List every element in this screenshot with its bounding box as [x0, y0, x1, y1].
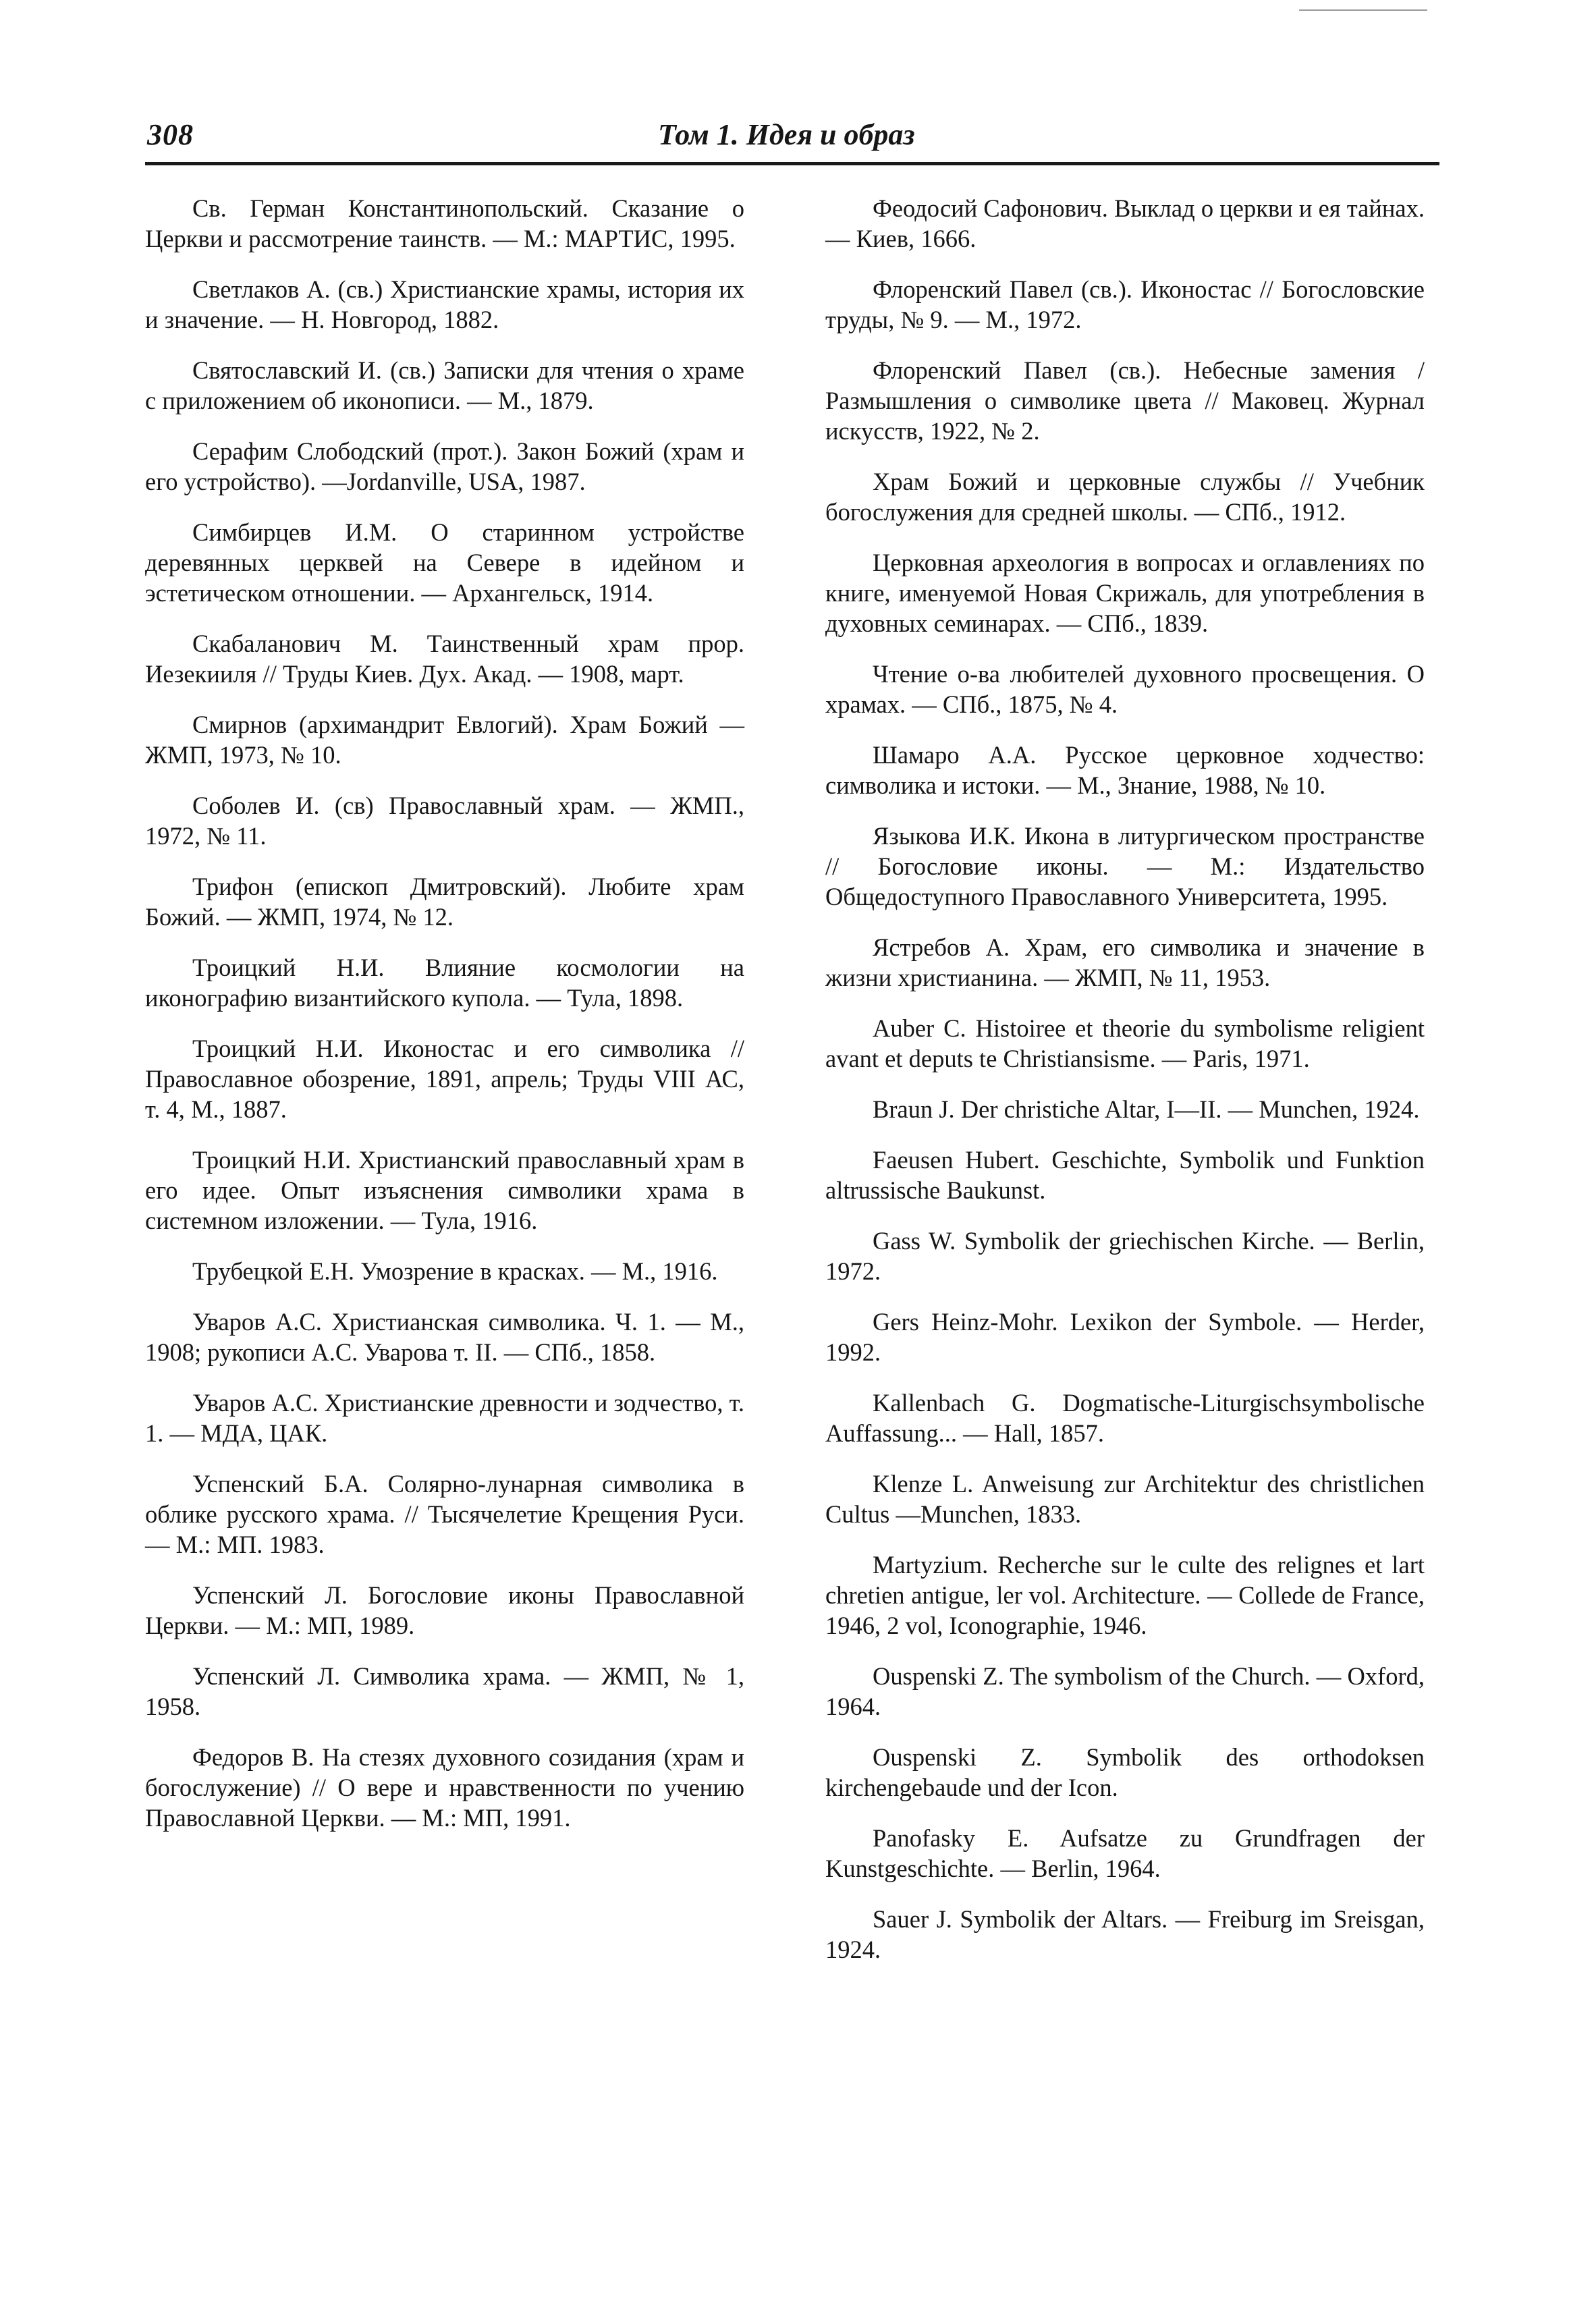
- running-title: Том 1. Идея и образ: [658, 118, 915, 151]
- bibliography-entry: Martyzium. Recherche sur le culte des relignes et lart chretien antigue, ler vol. Architecture. — Collede de France, 1946, 2 vol, Iconographie, 1946.: [825, 1551, 1425, 1639]
- bibliography-entry: Kallenbach G. Dogmatische-Liturgischsymbolische Auffassung... — Hall, 1857.: [825, 1389, 1425, 1447]
- bibliography-entry: Троицкий Н.И. Иконостас и его символика // Православное обозрение, 1891, апрель; Труды VIII АС, т. 4, М., 1887.: [145, 1035, 744, 1123]
- bibliography-entry: Auber C. Histoiree et theorie du symbolisme religient avant et deputs te Christiansisme. — Paris, 1971.: [825, 1014, 1425, 1072]
- bibliography-entry: Феодосий Сафонович. Выклад о церкви и ея тайнах. — Киев, 1666.: [825, 194, 1425, 252]
- bibliography-entry: Gass W. Symbolik der griechischen Kirche. — Berlin, 1972.: [825, 1227, 1425, 1285]
- bibliography-entry: Светлаков А. (св.) Христианские храмы, история их и значение. — Н. Новгород, 1882.: [145, 275, 744, 333]
- left-column: [145, 193, 744, 1853]
- bibliography-entry: Уваров А.С. Христианские древности и зодчество, т. 1. — МДА, ЦАК.: [145, 1389, 744, 1447]
- bibliography-entry: Faeusen Hubert. Geschichte, Symbolik und Funktion altrussische Baukunst.: [825, 1146, 1425, 1204]
- page-header: [145, 113, 1439, 165]
- bibliography-entry: Троицкий Н.И. Христианский православный храм в его идее. Опыт изъяснения символики храма в системном изложении. — Тула, 1916.: [145, 1146, 744, 1234]
- bibliography-entry: Успенский Б.А. Солярно-лунарная символика в облике русского храма. // Тысячелетие Крещения Руси. — М.: МП. 1983.: [145, 1470, 744, 1558]
- bibliography-entry: Троицкий Н.И. Влияние космологии на иконографию византийского купола. — Тула, 1898.: [145, 954, 744, 1012]
- bibliography-entry: Смирнов (архимандрит Евлогий). Храм Божий — ЖМП, 1973, № 10.: [145, 711, 744, 769]
- bibliography-entry: Св. Герман Константинопольский. Сказание о Церкви и рассмотрение таинств. — М.: МАРТИС, 1995.: [145, 194, 744, 252]
- bibliography-entry: Серафим Слободский (прот.). Закон Божий (храм и его устройство). —Jordanville, USA, 1987.: [145, 437, 744, 495]
- bibliography-entry: Успенский Л. Богословие иконы Православной Церкви. — М.: МП, 1989.: [145, 1581, 744, 1639]
- bibliography-entry: Klenze L. Anweisung zur Architektur des christlichen Cultus —Munchen, 1833.: [825, 1470, 1425, 1528]
- bibliography-entry: Федоров В. На стезях духовного созидания (храм и богослужение) // О вере и нравственности по учению Православной Церкви. — М.: МП, 1991.: [145, 1743, 744, 1832]
- bibliography-entry: Уваров А.С. Христианская символика. Ч. 1. — М., 1908; рукописи А.С. Уварова т. II. — СПб., 1858.: [145, 1308, 744, 1366]
- bibliography-entry: Флоренский Павел (св.). Небесные замения / Размышления о символике цвета // Маковец. Журнал искусств, 1922, № 2.: [825, 356, 1425, 445]
- bibliography-entry: Скабаланович М. Таинственный храм прор. Иезекииля // Труды Киев. Дух. Акад. — 1908, март.: [145, 630, 744, 688]
- bibliography-entry: Трубецкой Е.Н. Умозрение в красках. — М., 1916.: [192, 1257, 718, 1285]
- bibliography-entry: Panofasky E. Aufsatze zu Grundfragen der Kunstgeschichte. — Berlin, 1964.: [825, 1824, 1425, 1882]
- bibliography-entry: Святославский И. (св.) Записки для чтения о храме с приложением об иконописи. — М., 1879.: [145, 356, 744, 414]
- bibliography-entry: Ouspenski Z. Symbolik des orthodoksen kirchengebaude und der Icon.: [825, 1743, 1425, 1801]
- bibliography-entry: Шамаро А.А. Русское церковное ходчество: символика и истоки. — М., Знание, 1988, № 10.: [825, 741, 1425, 799]
- bibliography-entry: Braun J. Der christiche Altar, I—II. — Munchen, 1924.: [873, 1095, 1420, 1123]
- bibliography-entry: Sauer J. Symbolik der Altars. — Freiburg im Sreisgan, 1924.: [825, 1905, 1425, 1963]
- bibliography-entry: Церковная археология в вопросах и оглавлениях по книге, именуемой Новая Скрижаль, для употребления в духовных семинарах. — СПб., 1839.: [825, 549, 1425, 637]
- page-number: 308: [147, 118, 194, 151]
- bibliography-entry: Симбирцев И.М. О старинном устройстве деревянных церквей на Севере в идейном и эстетическом отношении. — Архангельск, 1914.: [145, 518, 744, 607]
- bibliography-entry: Ouspenski Z. The symbolism of the Church. — Oxford, 1964.: [825, 1662, 1425, 1720]
- bibliography-entry: Успенский Л. Символика храма. — ЖМП, № 1, 1958.: [145, 1662, 744, 1720]
- bibliography-entry: Соболев И. (св) Православный храм. — ЖМП., 1972, № 11.: [145, 792, 744, 850]
- corner-rule: [1299, 9, 1427, 11]
- bibliography-entry: Gers Heinz-Mohr. Lexikon der Symbole. — Herder, 1992.: [825, 1308, 1425, 1366]
- bibliography-entry: Флоренский Павел (св.). Иконостас // Богословские труды, № 9. — М., 1972.: [825, 275, 1425, 333]
- bibliography-entry: Трифон (епископ Дмитровский). Любите храм Божий. — ЖМП, 1974, № 12.: [145, 873, 744, 931]
- right-column: [825, 193, 1425, 1985]
- bibliography-entry: Чтение о-ва любителей духовного просвещения. О храмах. — СПб., 1875, № 4.: [825, 660, 1425, 718]
- bibliography-entry: Храм Божий и церковные службы // Учебник богослужения для средней школы. — СПб., 1912.: [825, 468, 1425, 526]
- bibliography-entry: Языкова И.К. Икона в литургическом пространстве // Богословие иконы. — М.: Издательство Общедоступного Православного Университета, 1995.: [825, 822, 1425, 910]
- bibliography-entry: Ястребов А. Храм, его символика и значение в жизни христианина. — ЖМП, № 11, 1953.: [825, 933, 1425, 991]
